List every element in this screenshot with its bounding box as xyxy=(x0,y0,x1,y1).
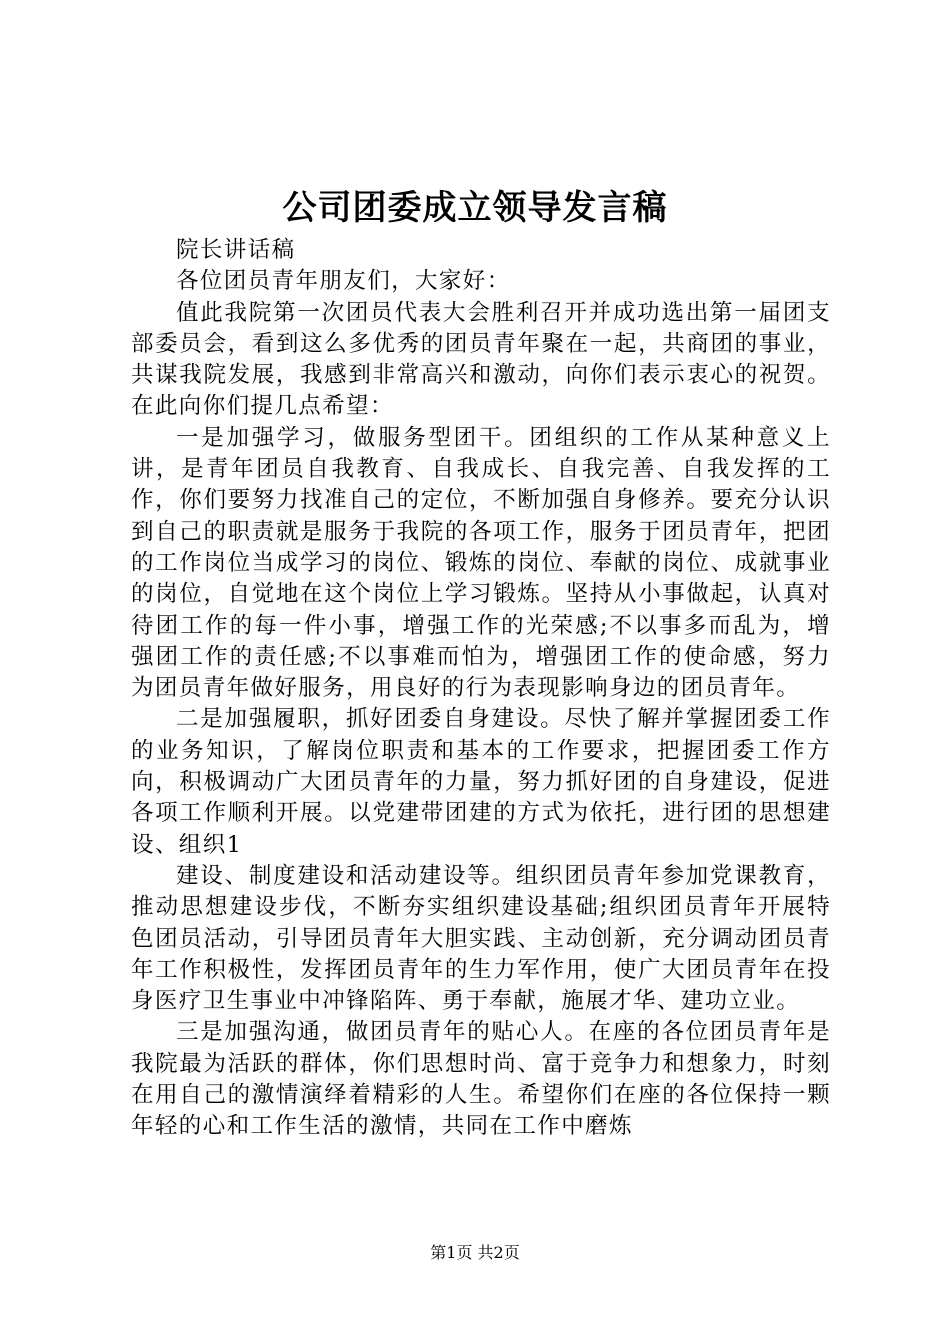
document-title: 公司团委成立领导发言稿 xyxy=(282,188,668,228)
paragraph-greeting: 各位团员青年朋友们，大家好： xyxy=(176,268,511,295)
paragraph-point-two: 二是加强履职，抓好团委自身建设。尽快了解并掌握团委工作的业务知识，了解岗位职责和基本的工作要求，把握团委工作方向，积极调动广大团员青年的力量，努力抓好团的自身建设，促进各项工作顺利开展。以党建带团建的方式为依托，进行团的思想建设、组织1 xyxy=(131,706,831,858)
paragraph-intro: 值此我院第一次团员代表大会胜利召开并成功选出第一届团支部委员会，看到这么多优秀的团员青年聚在一起，共商团的事业，共谋我院发展，我感到非常高兴和激动，向你们表示衷心的祝贺。在此向你们提几点希望： xyxy=(131,299,831,420)
paragraph-point-two-continued: 建设、制度建设和活动建设等。组织团员青年参加党课教育，推动思想建设步伐，不断夯实组织建设基础;组织团员青年开展特色团员活动，引导团员青年大胆实践、主动创新，充分调动团员青年工作积极性，发挥团员青年的生力军作用，使广大团员青年在投身医疗卫生事业中冲锋陷阵、勇于奉献，施展才华、建功立业。 xyxy=(131,862,831,1015)
page-footer: 第1页 共2页 xyxy=(430,1243,520,1262)
paragraph-point-three: 三是加强沟通，做团员青年的贴心人。在座的各位团员青年是我院最为活跃的群体，你们思想时尚、富于竞争力和想象力，时刻在用自己的激情演绎着精彩的人生。希望你们在座的各位保持一颗年轻的心和工作生活的激情，共同在工作中磨炼 xyxy=(131,1019,831,1140)
paragraph-heading-speech: 院长讲话稿 xyxy=(176,237,296,263)
paragraph-point-one: 一是加强学习，做服务型团干。团组织的工作从某种意义上讲，是青年团员自我教育、自我成长、自我完善、自我发挥的工作，你们要努力找准自己的定位，不断加强自身修养。要充分认识到自己的职责就是服务于我院的各项工作，服务于团员青年，把团的工作岗位当成学习的岗位、锻炼的岗位、奉献的岗位、成就事业的岗位，自觉地在这个岗位上学习锻炼。坚持从小事做起，认真对待团工作的每一件小事，增强工作的光荣感;不以事多而乱为，增强团工作的责任感;不以事难而怕为，增强团工作的使命感，努力为团员青年做好服务，用良好的行为表现影响身边的团员青年。 xyxy=(131,424,831,702)
document-body xyxy=(131,235,831,1143)
